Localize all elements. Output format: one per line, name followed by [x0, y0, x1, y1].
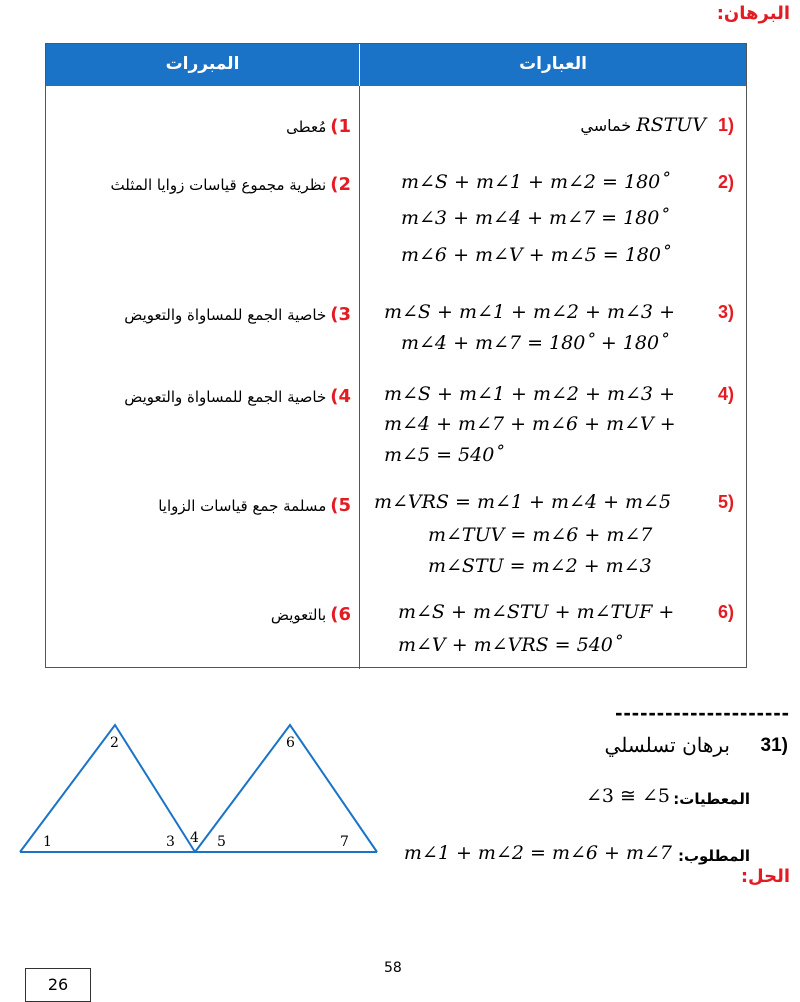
- statement-number: 6): [718, 602, 735, 622]
- statement-line: m∠STU = m∠2 + m∠3: [428, 555, 652, 577]
- statement-line: m∠VRS = m∠1 + m∠4 + m∠5: [374, 491, 672, 513]
- statement-line: m∠S + m∠1 + m∠2 = 180˚: [401, 171, 670, 193]
- statement-number: 1): [718, 115, 735, 135]
- statements-column-header: العبارات: [519, 54, 587, 74]
- triangles-figure: [15, 715, 385, 860]
- problem-title: برهان تسلسلي: [604, 733, 730, 757]
- given-expression: ∠3 ≅ ∠5: [585, 785, 670, 807]
- reason-number: 1): [330, 116, 351, 137]
- statement-line: m∠4 + m∠7 + m∠6 + m∠V +: [384, 413, 676, 435]
- given-label: المعطيات:: [673, 790, 750, 808]
- left-triangle: [20, 725, 195, 852]
- reason-text: بالتعويض: [270, 606, 327, 624]
- statement-line: m∠S + m∠1 + m∠2 + m∠3 +: [384, 301, 675, 323]
- proof-table: [45, 43, 747, 668]
- angle-label-6: 6: [286, 735, 295, 751]
- statement-number: 2): [718, 172, 735, 192]
- reason-text: خاصية الجمع للمساواة والتعويض: [124, 388, 327, 406]
- statement-line: [580, 114, 706, 136]
- reason-6: [271, 604, 351, 625]
- statement-math: RSTUV: [636, 114, 706, 136]
- reason-number: 3): [330, 304, 351, 325]
- statement-line: m∠S + m∠STU + m∠TUF +: [398, 601, 675, 623]
- footer-number: 58: [384, 960, 402, 976]
- reasons-column-header: المبررات: [165, 54, 240, 74]
- reason-text: خاصية الجمع للمساواة والتعويض: [124, 306, 327, 324]
- reason-text: مسلمة جمع قياسات الزوايا: [158, 497, 327, 515]
- angle-label-2: 2: [110, 735, 119, 751]
- statement-line: m∠TUV = m∠6 + m∠7: [428, 524, 653, 546]
- statement-text: خماسي: [580, 116, 632, 135]
- reason-1: [286, 116, 351, 137]
- statement-line: m∠S + m∠1 + m∠2 + m∠3 +: [384, 383, 675, 405]
- angle-label-3: 3: [166, 834, 175, 850]
- statement-line: m∠6 + m∠V + m∠5 = 180˚: [401, 244, 671, 266]
- column-divider: [359, 86, 360, 669]
- reason-4: [124, 386, 351, 407]
- reason-number: 5): [330, 495, 351, 516]
- prove-label: المطلوب:: [677, 847, 750, 865]
- statement-line: m∠V + m∠VRS = 540˚: [398, 634, 623, 656]
- reason-5: [158, 495, 351, 516]
- angle-label-5: 5: [217, 834, 226, 850]
- reason-3: [124, 304, 351, 325]
- prove-expression: m∠1 + m∠2 = m∠6 + m∠7: [403, 842, 672, 864]
- statement-number: 5): [718, 492, 735, 512]
- reason-number: 2): [330, 174, 351, 195]
- reason-text: مُعطى: [286, 118, 327, 136]
- statement-line: m∠4 + m∠7 = 180˚ + 180˚: [401, 332, 669, 354]
- angle-label-4: 4: [190, 830, 199, 846]
- statement-line: m∠3 + m∠4 + m∠7 = 180˚: [401, 207, 669, 229]
- statement-number: 4): [718, 384, 735, 404]
- statement-number: 3): [718, 302, 735, 322]
- solution-label: الحل:: [740, 866, 790, 887]
- angle-label-1: 1: [43, 834, 52, 850]
- angle-label-7: 7: [340, 834, 349, 850]
- problem-number: 31): [760, 735, 788, 756]
- section-divider: ---------------------: [615, 700, 790, 725]
- reason-number: 6): [330, 604, 351, 625]
- statement-line: m∠5 = 540˚: [384, 444, 504, 466]
- proof-heading: البرهان:: [716, 3, 790, 24]
- page-number-box: 26: [25, 968, 91, 1002]
- reason-number: 4): [330, 386, 351, 407]
- reason-2: [111, 174, 351, 195]
- table-header: [46, 44, 746, 86]
- reason-text: نظرية مجموع قياسات زوايا المثلث: [110, 176, 327, 194]
